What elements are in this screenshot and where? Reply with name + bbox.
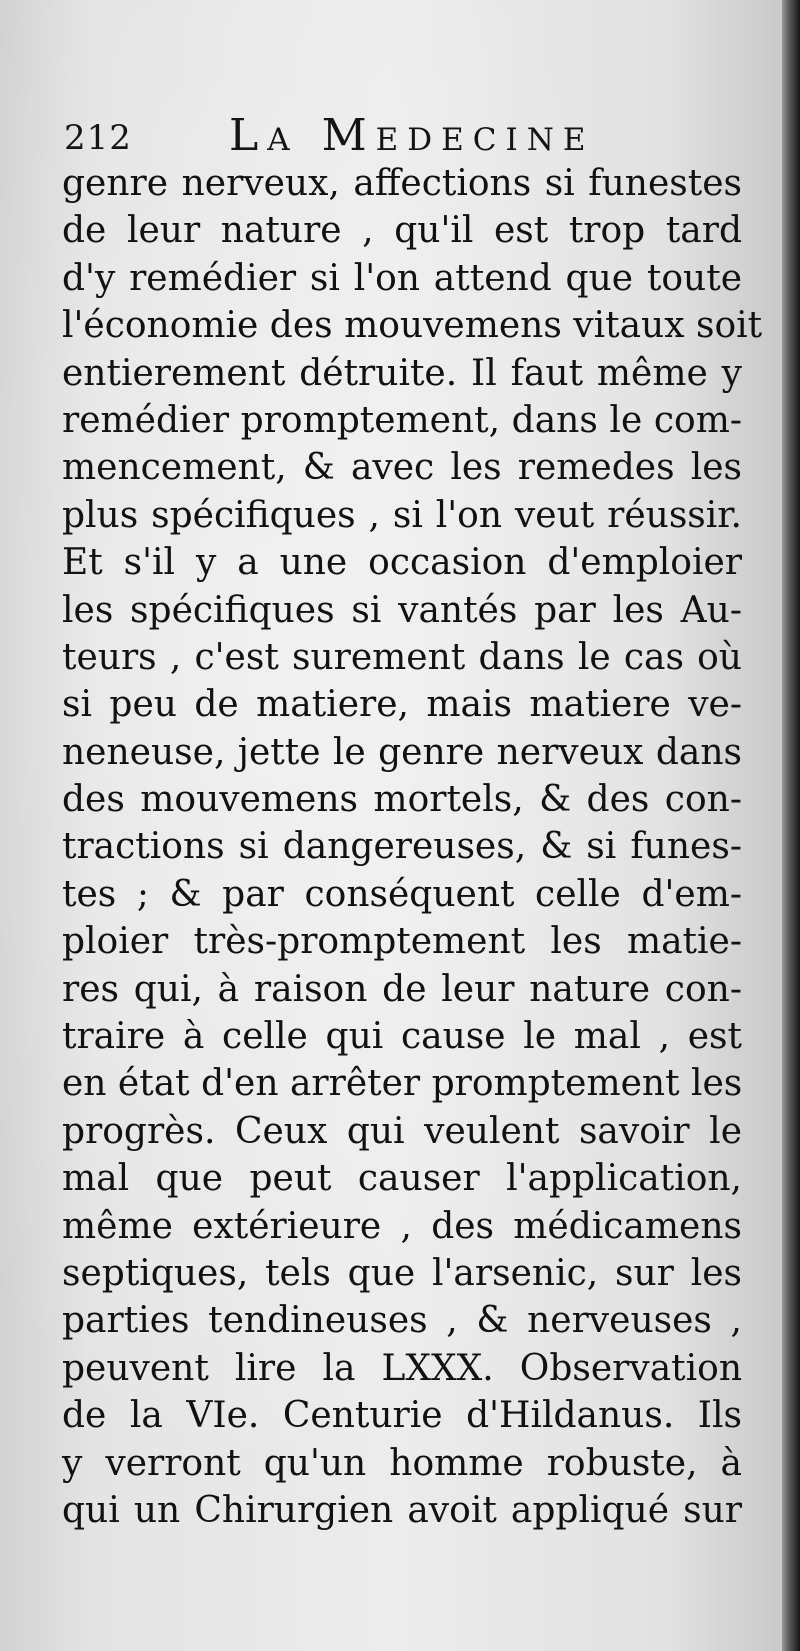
text-line: des mouvemens mortels, & des con- [62, 779, 742, 821]
text-line: traire à celle qui cause le mal , est [62, 1016, 742, 1058]
text-line: de la VIe. Centurie d'Hildanus. Ils [62, 1395, 742, 1437]
page-edge-shadow [782, 0, 800, 1651]
text-line: tes ; & par conséquent celle d'em- [62, 873, 742, 915]
text-line: même extérieure , des médicamens [62, 1205, 742, 1247]
text-line: neneuse, jette le genre nerveux dans [62, 731, 742, 773]
body-text [62, 160, 763, 1534]
text-line: genre nerveux, affections si funestes [62, 163, 742, 204]
text-line: entierement détruite. Il faut même y [62, 352, 742, 394]
text-line: septiques, tels que l'arsenic, sur les [62, 1252, 742, 1294]
text-line: tractions si dangereuses, & si funes- [62, 826, 742, 868]
page-number: 212 [64, 118, 132, 158]
text-line: qui un Chirurgien avoit appliqué sur [62, 1489, 742, 1531]
text-line: teurs , c'est surement dans le cas où [62, 636, 742, 678]
text-line: plus spécifiques , si l'on veut réussir. [62, 494, 742, 536]
text-line: ploier très-promptement les matie- [62, 921, 742, 963]
text-line: en état d'en arrêter promptement les [62, 1063, 743, 1105]
text-line: les spécifiques si vantés par les Au- [62, 589, 742, 631]
text-line: peuvent lire la LXXX. Observation [62, 1347, 742, 1389]
text-line: d'y remédier si l'on attend que toute [62, 257, 742, 299]
text-line: Et s'il y a une occasion d'emploier [62, 542, 742, 584]
text-line: mencement, & avec les remedes les [62, 447, 742, 489]
text-line: parties tendineuses , & nerveuses , [62, 1300, 742, 1342]
text-line: si peu de matiere, mais matiere ve- [62, 684, 742, 726]
text-line: res qui, à raison de leur nature con- [62, 968, 742, 1010]
page-header [64, 110, 744, 161]
text-line: l'économie des mouvemens vitaux soit [62, 305, 763, 347]
text-line: mal que peut causer l'application, [62, 1158, 742, 1200]
text-line: remédier promptement, dans le com- [62, 399, 742, 441]
text-line: progrès. Ceux qui veulent savoir le [62, 1110, 742, 1152]
text-line: de leur nature , qu'il est trop tard [62, 210, 742, 252]
running-title: La Medecine [229, 110, 595, 161]
text-line: y verront qu'un homme robuste, à [62, 1442, 742, 1484]
